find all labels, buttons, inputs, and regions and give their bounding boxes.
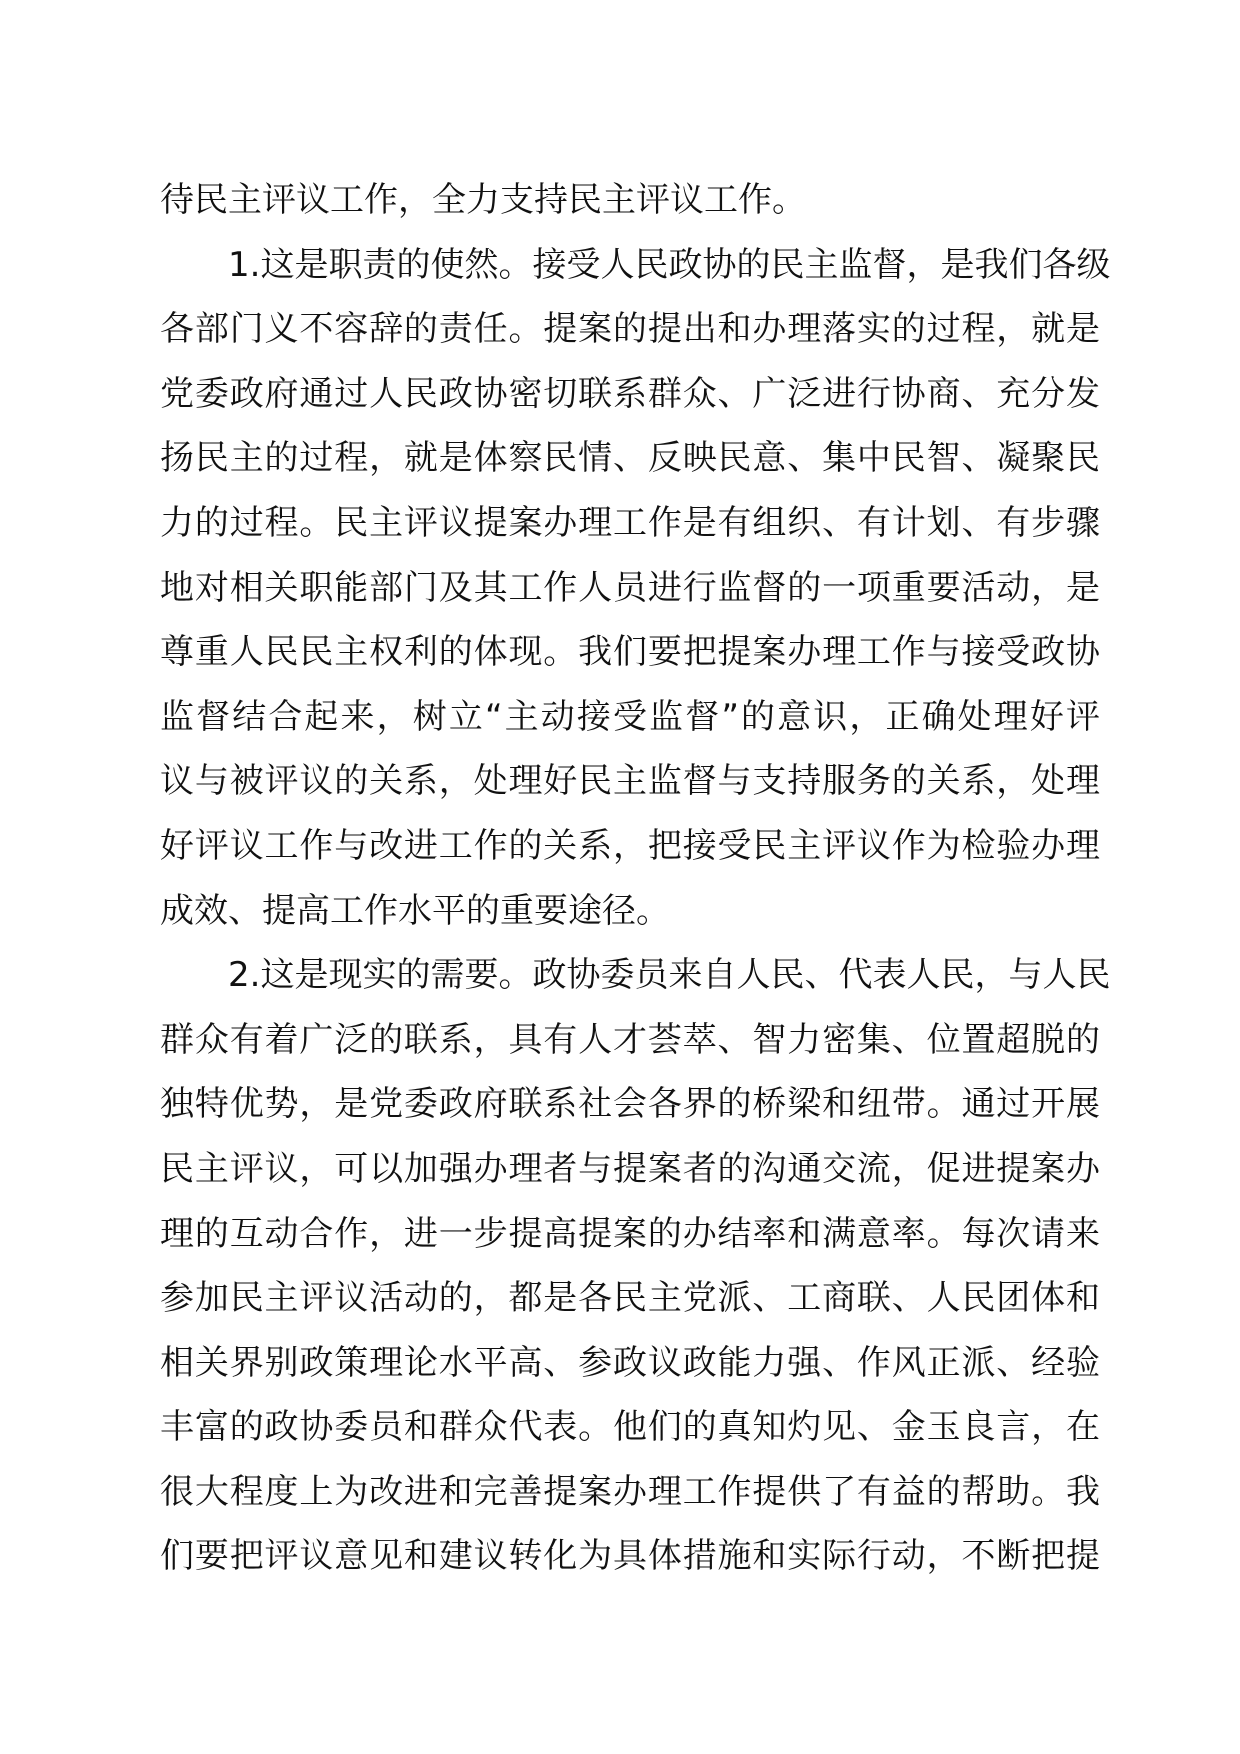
text-line: 相关界别政策理论水平高、参政议政能力强、作风正派、经验 (160, 1342, 1100, 1383)
text-line: 民主评议，可以加强办理者与提案者的沟通交流，促进提案办 (160, 1148, 1100, 1189)
text-line: 议与被评议的关系，处理好民主监督与支持服务的关系，处理 (160, 761, 1100, 802)
text-line: 成效、提高工作水平的重要途径。 (160, 890, 670, 931)
text-line: 尊重人民民主权利的体现。我们要把提案办理工作与接受政协 (160, 632, 1100, 673)
text-line: 监督结合起来，树立“主动接受监督”的意识，正确处理好评 (160, 696, 1100, 737)
text-line: 地对相关职能部门及其工作人员进行监督的一项重要活动，是 (160, 567, 1100, 608)
text-line: 力的过程。民主评议提案办理工作是有组织、有计划、有步骤 (160, 502, 1100, 543)
text-line: 群众有着广泛的联系，具有人才荟萃、智力密集、位置超脱的 (160, 1019, 1100, 1060)
text-line: 独特优势，是党委政府联系社会各界的桥梁和纽带。通过开展 (160, 1084, 1100, 1125)
text-line: 党委政府通过人民政协密切联系群众、广泛进行协商、充分发 (160, 373, 1100, 414)
text-line: 参加民主评议活动的，都是各民主党派、工商联、人民团体和 (160, 1278, 1100, 1319)
body-text (160, 168, 1111, 1589)
paragraph-2-first-line: 2.这是现实的需要。政协委员来自人民、代表人民，与人民 (228, 955, 1111, 996)
text-line: 扬民主的过程，就是体察民情、反映民意、集中民智、凝聚民 (160, 438, 1100, 479)
text-line: 理的互动合作，进一步提高提案的办结率和满意率。每次请来 (160, 1213, 1100, 1254)
text-line: 待民主评议工作，全力支持民主评议工作。 (160, 180, 806, 220)
text-line: 丰富的政协委员和群众代表。他们的真知灼见、金玉良言，在 (160, 1407, 1100, 1448)
text-line: 各部门义不容辞的责任。提案的提出和办理落实的过程，就是 (160, 309, 1100, 350)
text-line: 很大程度上为改进和完善提案办理工作提供了有益的帮助。我 (160, 1471, 1100, 1512)
text-line: 好评议工作与改进工作的关系，把接受民主评议作为检验办理 (160, 825, 1100, 866)
text-line: 们要把评议意见和建议转化为具体措施和实际行动，不断把提 (160, 1536, 1100, 1577)
paragraph-1-first-line: 1.这是职责的使然。接受人民政协的民主监督，是我们各级 (228, 244, 1111, 285)
